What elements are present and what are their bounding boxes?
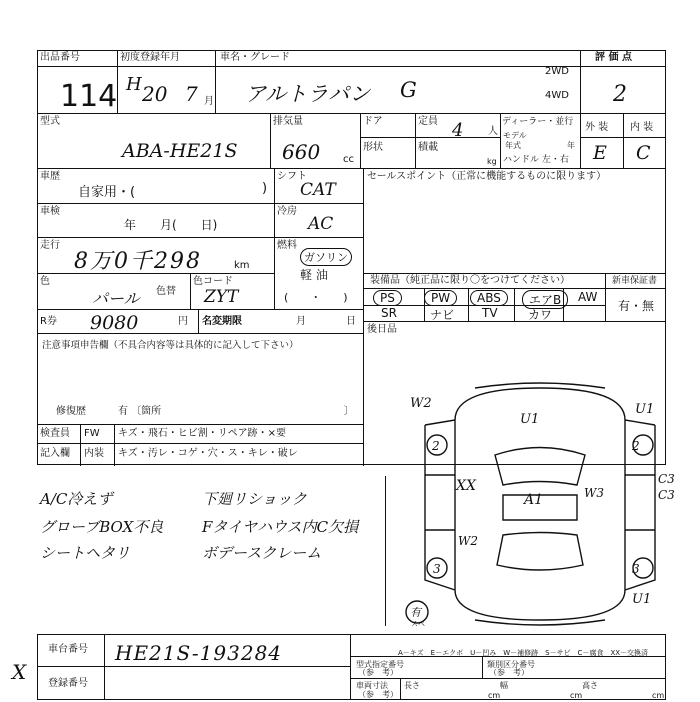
- equip-ps: PS: [373, 290, 402, 306]
- color-value: パール: [92, 289, 140, 308]
- spare-label: スペ: [411, 620, 425, 628]
- recycle-label: R券: [40, 316, 57, 327]
- inspection-label: 車検: [40, 206, 60, 217]
- shift-label: シフト: [277, 171, 307, 182]
- title-expiry-day: 日: [346, 316, 356, 327]
- dims-label: 車両寸法: [356, 681, 388, 690]
- drive-2wd: 2WD: [545, 66, 569, 77]
- equip-leather: カワ: [528, 308, 553, 322]
- first-reg-month-unit: 月: [204, 96, 214, 107]
- mark-spare-present: 有: [410, 606, 421, 619]
- recycle-value: 9080: [90, 312, 139, 334]
- fw-label: FW: [84, 428, 100, 439]
- warranty-label: 新車保証書: [612, 276, 658, 286]
- displacement-value: 660: [282, 140, 321, 164]
- notes-label: 注意事項申告欄（不具合内容等は具体的に記入して下さい）: [42, 340, 299, 351]
- mileage-value: 8万0千298: [74, 249, 202, 274]
- height-label: 高さ: [582, 681, 598, 690]
- score: 2: [613, 82, 627, 107]
- year-label: 年式: [505, 141, 521, 150]
- fuel-diesel: 軽 油: [300, 268, 328, 282]
- width-label: 幅: [500, 681, 508, 690]
- inspector-label: 検査員: [40, 428, 70, 439]
- score-label: 評 価 点: [595, 52, 632, 63]
- recycle-unit: 円: [178, 316, 188, 327]
- chassis-value: HE21S-193284: [115, 641, 283, 665]
- length-cm: cm: [488, 691, 501, 700]
- repair-label: 修復歴: [56, 406, 86, 417]
- equipment-label: 装備品（純正品に限り〇をつけてください）: [370, 275, 570, 286]
- equip-abs: ABS: [470, 290, 508, 306]
- equip-pw: PW: [424, 290, 457, 306]
- interior-grade: C: [636, 142, 651, 164]
- mark-2-left-tire: 2: [432, 439, 440, 453]
- equip-airbag: エアB: [522, 290, 568, 309]
- left-margin-mark: X: [12, 660, 27, 684]
- drive-4wd: 4WD: [545, 90, 569, 101]
- rear-seat-label: 後日品: [367, 324, 397, 335]
- length-label: 長さ: [404, 681, 420, 690]
- door-label: ドア: [363, 116, 383, 127]
- mark-u1-front: U1: [520, 412, 540, 427]
- equip-navi: ナビ: [430, 308, 455, 322]
- capacity-unit: 人: [488, 126, 498, 137]
- sales-point-label: セールスポイント（正常に機能するものに限ります）: [367, 171, 607, 182]
- remark-4: 下廻リショック: [202, 490, 307, 508]
- exterior-label: 外 装: [585, 122, 609, 133]
- warranty-value: 有・無: [618, 299, 655, 313]
- type-value: ABA-HE21S: [122, 140, 238, 162]
- fuel-paren: ( ・ ): [284, 291, 348, 304]
- width-cm: cm: [570, 691, 583, 700]
- interior-insp-label: 内装: [84, 448, 104, 459]
- mark-u1-right-front: U1: [635, 402, 655, 417]
- first-reg-label: 初度登録年月: [120, 52, 180, 63]
- remark-6: ボデースクレーム: [202, 544, 322, 562]
- fw-items: キズ・飛石・ヒビ割・リペア跡・×要: [118, 428, 286, 439]
- classification-label: 類別区分番号: [487, 660, 535, 669]
- dims-ref: （参 考）: [358, 690, 398, 699]
- remark-1: A/C冷えず: [40, 490, 113, 508]
- interior-items: キズ・汚レ・コゲ・穴・ス・キレ・破レ: [118, 448, 298, 459]
- history-close: ): [262, 181, 268, 196]
- title-expiry-month: 月: [296, 316, 306, 327]
- mark-w3: W3: [584, 486, 604, 500]
- designation-label: 型式指定番号: [356, 660, 404, 669]
- type-label: 型式: [40, 116, 60, 127]
- capacity-value: 4: [452, 120, 464, 141]
- capacity-label: 定員: [418, 116, 438, 127]
- equip-sr: SR: [381, 306, 397, 320]
- reg-label: 登録番号: [48, 678, 88, 689]
- mileage-unit: km: [234, 260, 250, 271]
- first-reg-year: 20: [142, 82, 168, 106]
- remark-3: シートヘタリ: [40, 544, 131, 562]
- aircon-value: AC: [308, 214, 334, 234]
- designation-ref: （参 考）: [358, 668, 398, 677]
- interior-label: 内 装: [630, 122, 654, 133]
- lot-no-label: 出品番号: [40, 52, 80, 63]
- handle-label: ハンドル 左・右: [503, 155, 569, 165]
- displacement-unit: cc: [343, 154, 354, 165]
- history-value: 自家用・(: [78, 185, 136, 200]
- mark-c3-a: C3: [658, 472, 675, 486]
- model-name: アルトラパン: [245, 82, 371, 106]
- fuel-label: 燃料: [277, 240, 297, 251]
- mark-c3-b: C3: [658, 488, 675, 502]
- load-label: 積載: [418, 142, 438, 153]
- dealer-label: ディーラー・並行: [502, 117, 574, 127]
- mileage-label: 走行: [40, 240, 60, 251]
- mark-u1-rear: U1: [632, 592, 652, 607]
- color-code-value: ZYT: [204, 287, 239, 307]
- repair-value: 有 〔箇所: [118, 406, 162, 417]
- grade: G: [400, 78, 417, 102]
- mark-xx: XX: [456, 478, 476, 494]
- shift-value: CAT: [300, 180, 336, 200]
- fuel-gas: ガソリン: [300, 248, 352, 266]
- lot-no: 114: [60, 79, 118, 114]
- displacement-label: 排気量: [273, 116, 303, 127]
- repair-close: 〕: [344, 406, 354, 417]
- classification-ref: （参 考）: [489, 668, 529, 677]
- year-unit: 年: [567, 141, 575, 150]
- equip-tv: TV: [482, 306, 498, 320]
- model-year-label: モデル: [503, 131, 527, 140]
- mark-w2-rear-left: W2: [458, 534, 478, 548]
- remark-5: Fタイヤハウス内C欠損: [202, 518, 359, 536]
- shape-label: 形状: [363, 142, 383, 153]
- mark-2-right-tire: 2: [632, 439, 640, 453]
- damage-legend: A－キズ E－エクボ U－凹み W－補修跡 S－サビ C－腐食 XX－交換済: [398, 649, 649, 657]
- mark-a1: A1: [524, 492, 544, 508]
- title-expiry-label: 名変期限: [202, 316, 242, 327]
- mark-3-left-tire: 3: [433, 562, 441, 576]
- equip-aw: AW: [578, 290, 598, 304]
- first-reg-era: H: [126, 74, 142, 95]
- color-change-label: 色替: [156, 286, 176, 297]
- height-cm: cm: [652, 691, 665, 700]
- aircon-label: 冷房: [277, 206, 297, 217]
- inspection-value: 年 月( 日): [124, 218, 218, 232]
- color-code-label: 色コード: [193, 276, 233, 287]
- mark-3-right-tire: 3: [632, 562, 640, 576]
- load-unit: kg: [487, 157, 497, 166]
- exterior-grade: E: [593, 142, 607, 164]
- entry-label: 記入欄: [40, 448, 70, 459]
- model-grade-label: 車名・グレード: [220, 52, 290, 63]
- history-label: 車歴: [40, 171, 60, 182]
- chassis-label: 車台番号: [48, 644, 88, 655]
- first-reg-month: 7: [185, 82, 198, 106]
- mark-w2-front-left: W2: [410, 396, 432, 411]
- remark-2: グローブBOX不良: [40, 518, 164, 536]
- color-label: 色: [40, 276, 50, 287]
- remarks-divider: [385, 476, 386, 626]
